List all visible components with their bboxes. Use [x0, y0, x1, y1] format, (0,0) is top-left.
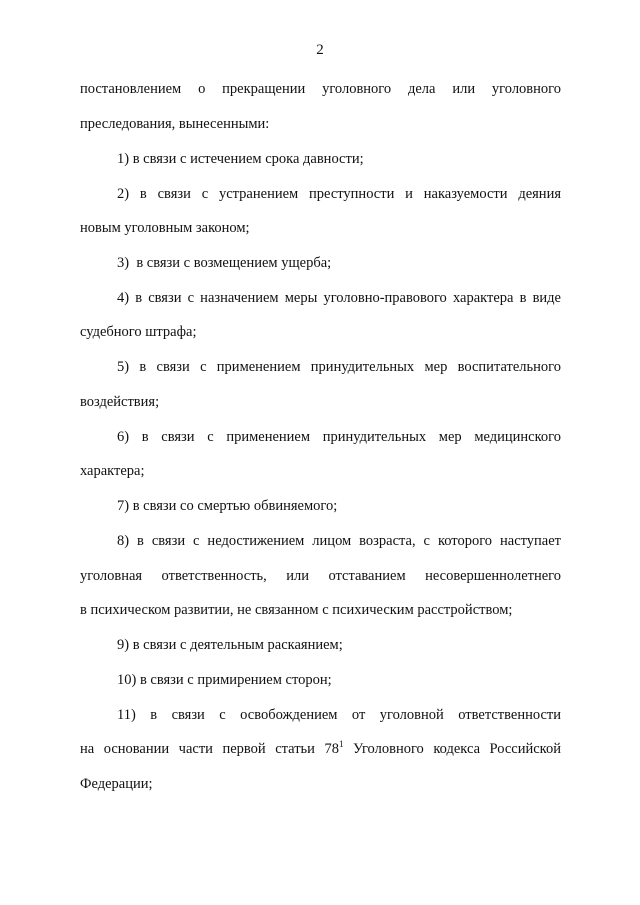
text-line: воздействия;: [80, 394, 160, 410]
list-item-8: 8) в связи с недостижением лицом возраста, с которого наступает: [117, 533, 561, 549]
text-line: в психическом развитии, не связанном с психическим расстройством;: [80, 602, 513, 618]
text-line: судебного штрафа;: [80, 324, 197, 340]
text-line: Федерации;: [80, 776, 153, 792]
page-number: 2: [316, 42, 324, 58]
text-line: преследования, вынесенными:: [80, 116, 270, 132]
text-line: [80, 740, 561, 758]
text-line: постановлением о прекращении уголовного дела или уголовного: [80, 81, 561, 97]
list-item-4: 4) в связи с назначением меры уголовно-правового характера в виде: [117, 290, 561, 306]
text-line: новым уголовным законом;: [80, 220, 250, 236]
text-fragment: на основании части первой статьи 78: [80, 741, 339, 757]
text-line: уголовная ответственность, или отставанием несовершеннолетнего: [80, 568, 561, 584]
list-item-10: 10) в связи с примирением сторон;: [117, 672, 332, 688]
list-item-3: 3) в связи с возмещением ущерба;: [117, 255, 332, 271]
text-line: характера;: [80, 463, 145, 479]
list-item-2: 2) в связи с устранением преступности и наказуемости деяния: [117, 186, 561, 202]
list-item-11: 11) в связи с освобождением от уголовной ответственности: [117, 707, 561, 723]
text-fragment: Уголовного кодекса Российской: [343, 741, 561, 757]
list-item-1: 1) в связи с истечением срока давности;: [117, 151, 364, 167]
superscript: 1: [338, 739, 344, 750]
list-item-9: 9) в связи с деятельным раскаянием;: [117, 637, 343, 653]
list-item-5: 5) в связи с применением принудительных мер воспитательного: [117, 359, 561, 375]
list-item-6: 6) в связи с применением принудительных мер медицинского: [117, 429, 561, 445]
list-item-7: 7) в связи со смертью обвиняемого;: [117, 498, 338, 514]
